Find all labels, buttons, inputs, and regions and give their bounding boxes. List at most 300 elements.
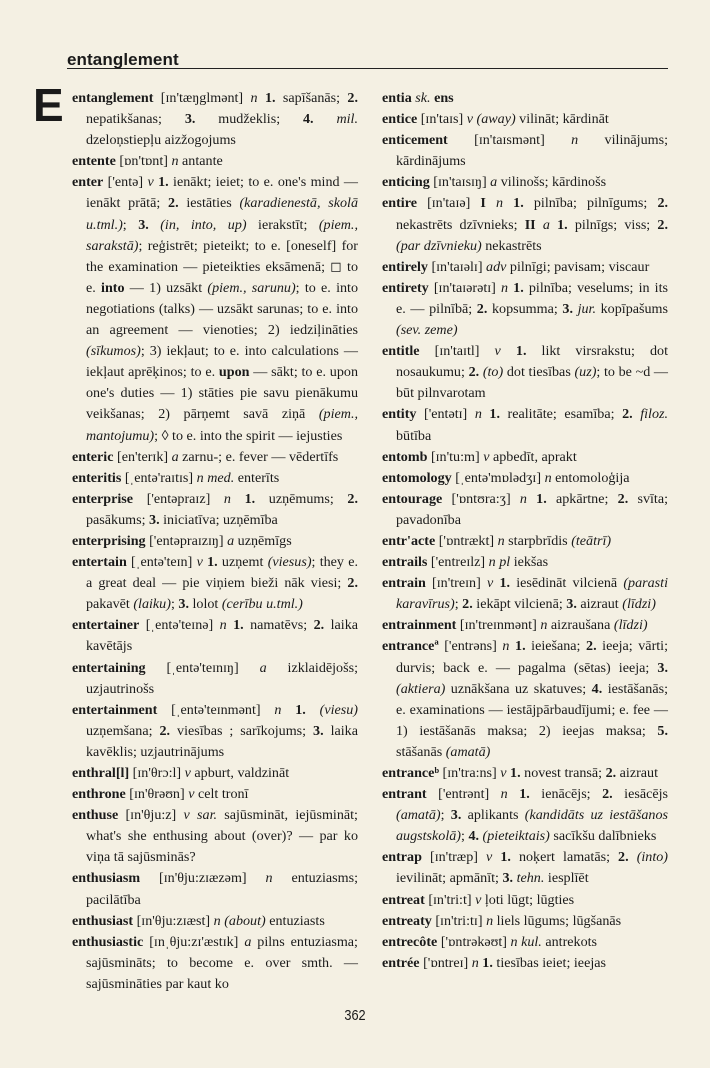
entry-text: [ɪn'tu:m] bbox=[427, 448, 484, 465]
entry-text: entuziasts bbox=[265, 912, 325, 929]
entry-text: ; bbox=[440, 807, 451, 824]
dictionary-entry bbox=[382, 784, 668, 847]
entry-text: ; bbox=[460, 828, 469, 845]
dictionary-entry bbox=[382, 552, 668, 573]
entry-italic-text: n bbox=[223, 490, 231, 507]
entry-text: iekāpt vilcienā; bbox=[472, 596, 567, 613]
entry-italic-text: v bbox=[486, 849, 493, 866]
dictionary-entry bbox=[382, 573, 668, 615]
entry-text: stāšanās bbox=[396, 743, 446, 760]
entry-bold-text: enteric bbox=[72, 448, 114, 465]
entry-italic-text: (līdzi) bbox=[613, 617, 648, 634]
entry-text: aizraušana bbox=[547, 617, 614, 634]
entry-text: sapīšanās; bbox=[275, 90, 348, 106]
entry-bold-text: 1. bbox=[506, 765, 521, 781]
entry-italic-text: (uz) bbox=[574, 364, 597, 381]
entry-text: ; to e. into negotiations (talks) — uzsākt sarunas; to e. into an agreement — vienoties; 2) iedziļināties bbox=[86, 279, 359, 339]
entry-italic-text: n bbox=[171, 153, 179, 170]
entry-bold-text: 2. bbox=[168, 195, 179, 212]
entry-bold-text: I bbox=[480, 195, 486, 212]
entry-bold-text: entrap bbox=[382, 849, 422, 866]
entry-text: [ˌentə'teɪn] bbox=[126, 554, 197, 571]
entry-bold-text: 3. bbox=[566, 596, 577, 613]
entry-italic-text: (viesu) bbox=[319, 701, 358, 718]
entry-text: [ɪn'θrəʊn] bbox=[125, 786, 189, 803]
entry-bold-text: 5. bbox=[657, 722, 668, 739]
dictionary-entry bbox=[382, 531, 668, 552]
entry-italic-text: (par dzīvnieku) bbox=[396, 237, 482, 254]
entry-text: apbedīt, aprakt bbox=[489, 448, 577, 465]
entry-italic-text: a bbox=[490, 174, 498, 191]
entry-bold-text: 1. bbox=[202, 554, 218, 571]
entry-text: būtība bbox=[396, 427, 432, 444]
entry-text: aizraut bbox=[576, 596, 623, 613]
dictionary-entry bbox=[72, 172, 358, 446]
right-column bbox=[382, 88, 668, 974]
entry-bold-text: entirely bbox=[382, 258, 428, 275]
entry-italic-text: v bbox=[188, 786, 195, 803]
entry-text: ieeja; vārti; durvis; back e. — pagalma (sētas) ieeja; bbox=[396, 638, 669, 676]
entry-text bbox=[536, 217, 543, 233]
entry-italic-text: (cerību u.tml.) bbox=[221, 596, 303, 613]
entry-italic-text: n bbox=[540, 617, 548, 634]
entry-bold-text: 2. bbox=[462, 596, 473, 613]
entry-bold-text: 2. bbox=[476, 300, 488, 317]
entry-bold-text: 1. bbox=[257, 90, 276, 106]
entry-italic-text: v bbox=[494, 343, 501, 360]
entry-text: tiesības ieiet; ieejas bbox=[492, 954, 606, 971]
entry-bold-text: 1. bbox=[481, 406, 500, 423]
entry-italic-text: n bbox=[250, 90, 258, 106]
entry-text: vilināt; kārdināt bbox=[515, 111, 609, 128]
entry-italic-text: (piem., sarunu) bbox=[207, 279, 296, 296]
entry-bold-text: entrails bbox=[382, 554, 428, 571]
entry-text: enterīts bbox=[234, 469, 280, 486]
dictionary-entry bbox=[382, 932, 668, 953]
entry-text: dzeloņstiepļu aizžogojums bbox=[86, 132, 236, 149]
entry-text: ; they e. a great deal — pie viņiem bieži nāk viesi; bbox=[86, 554, 359, 592]
running-head: entanglement bbox=[67, 50, 179, 69]
entry-italic-text: filoz. bbox=[640, 406, 669, 423]
entry-text: pilnība; pilnīgums; bbox=[523, 195, 658, 212]
dictionary-entry bbox=[382, 847, 668, 889]
dictionary-entry bbox=[382, 636, 668, 763]
entry-text bbox=[629, 849, 637, 865]
entry-text: antrekots bbox=[541, 933, 598, 950]
entry-text: pasākums; bbox=[86, 511, 150, 528]
dictionary-entry bbox=[382, 911, 668, 932]
entry-italic-text: (piem., sarakstā) bbox=[86, 216, 358, 254]
entry-text: [ɪnˌθju:zɪ'æstɪk] bbox=[143, 933, 245, 950]
entry-italic-text: (aktiera) bbox=[396, 680, 446, 697]
entry-text: [ɪn'tri:tɪ] bbox=[431, 912, 487, 929]
entry-text: [ɪn'treɪn] bbox=[425, 575, 487, 592]
entry-italic-text: (amatā) bbox=[396, 807, 441, 824]
entry-bold-text: 1. bbox=[153, 174, 169, 191]
entry-text: ienākt; ieiet; to e. one's mind — ienākt prātā; bbox=[86, 174, 359, 212]
entry-bold-text: ens bbox=[434, 90, 454, 106]
entry-bold-text: entertaining bbox=[72, 659, 146, 676]
entry-bold-text: entranceᵇ bbox=[382, 765, 440, 781]
entry-text: ['entə] bbox=[103, 174, 148, 191]
entry-text bbox=[486, 195, 496, 211]
entry-text: nekastrēts bbox=[481, 237, 542, 254]
entry-bold-text: 3. bbox=[313, 722, 324, 739]
entry-text: zarnu-; e. fever — vēdertīfs bbox=[178, 448, 339, 465]
entry-text: apburt, valdzināt bbox=[190, 765, 290, 781]
entry-text: laika kavēklis; uzjautrinājums bbox=[86, 722, 358, 760]
entry-bold-text: entreat bbox=[382, 891, 425, 908]
entry-text: uzņēmums; bbox=[255, 490, 348, 507]
entry-bold-text: 3. bbox=[562, 300, 573, 317]
entry-bold-text: 2. bbox=[605, 765, 617, 781]
dictionary-entry bbox=[382, 130, 668, 172]
entry-italic-text: a bbox=[171, 448, 179, 465]
dictionary-entry bbox=[72, 88, 358, 151]
entry-italic-text: a bbox=[542, 216, 550, 233]
dictionary-entry bbox=[382, 468, 668, 489]
entry-bold-text: 2. bbox=[347, 90, 358, 106]
entry-italic-text: n pl bbox=[488, 554, 511, 571]
entry-italic-text: (pieteiktais) bbox=[482, 828, 550, 845]
entry-bold-text: 2. bbox=[347, 575, 358, 592]
entry-italic-text: (parasti karavīrus) bbox=[396, 575, 668, 613]
header-rule bbox=[67, 68, 668, 69]
entry-text: ['entrəns] bbox=[438, 638, 503, 655]
dictionary-entry bbox=[382, 341, 668, 404]
entry-bold-text: 3. bbox=[450, 807, 462, 824]
dictionary-entry bbox=[382, 763, 668, 784]
entry-text: ; bbox=[122, 216, 139, 233]
entry-text: liels lūgums; lūgšanās bbox=[493, 912, 622, 929]
entry-italic-text: v bbox=[483, 448, 490, 465]
entry-italic-text: (into) bbox=[636, 849, 668, 866]
entry-italic-text: v bbox=[500, 765, 507, 781]
entry-text: [ɒn'tɒnt] bbox=[115, 153, 172, 170]
entry-bold-text: 2. bbox=[347, 490, 358, 507]
entry-text: nekastrēts dzīvnieks; bbox=[396, 216, 525, 233]
entry-text: pilnība; veselums; in its e. — pilnībā; bbox=[396, 279, 668, 317]
entry-text: namatēvs; bbox=[243, 617, 314, 634]
entry-bold-text: entertain bbox=[72, 554, 127, 571]
entry-text: sajūsmināt, iejūsmināt; what's she enthusing about (over)? — par ko viņa tā sajūsminās? bbox=[86, 807, 358, 866]
entry-bold-text: enter bbox=[72, 174, 104, 191]
entry-text: ['entəpraɪzɪŋ] bbox=[145, 532, 228, 549]
entry-text: [ɪn'træp] bbox=[421, 849, 486, 866]
entry-italic-text: mil. bbox=[336, 111, 358, 128]
entry-italic-text: (karadienestā, skolā u.tml.) bbox=[86, 195, 358, 233]
entry-text: likt virsrakstu; dot nosaukumu; bbox=[396, 343, 669, 381]
dictionary-entry bbox=[72, 911, 358, 932]
entry-bold-text: 2. bbox=[602, 786, 613, 803]
dictionary-entry bbox=[382, 890, 668, 911]
entry-text: ['entəpraɪz] bbox=[133, 490, 224, 507]
dictionary-entry bbox=[382, 172, 668, 193]
entry-italic-text: n bbox=[500, 786, 508, 803]
entry-bold-text: 2. bbox=[618, 849, 629, 866]
dictionary-entry bbox=[72, 489, 358, 531]
dictionary-entry bbox=[382, 193, 668, 256]
entry-text: [ɪn'taɪs] bbox=[417, 111, 467, 128]
entry-bold-text: 3. bbox=[184, 111, 196, 128]
dictionary-entry bbox=[382, 88, 668, 109]
entry-italic-text: (viesus) bbox=[267, 554, 312, 571]
entry-italic-text: (līdzi) bbox=[622, 596, 656, 613]
entry-text: iesplīēt bbox=[544, 870, 589, 887]
entry-text: pilns entuziasma; sajūsmināts; to become e. over smth. — sajūsmināties par kaut ko bbox=[86, 933, 358, 992]
entry-text: ievilināt; apmānīt; bbox=[396, 870, 503, 887]
entry-italic-text: (teātrī) bbox=[571, 532, 612, 549]
entry-bold-text: 3. bbox=[657, 659, 668, 676]
entry-bold-text: 1. bbox=[230, 490, 256, 507]
entry-text bbox=[149, 217, 160, 233]
dictionary-entry bbox=[72, 468, 358, 489]
entry-italic-text: n bbox=[502, 638, 510, 655]
entry-text bbox=[314, 111, 337, 127]
entry-bold-text: 1. bbox=[493, 575, 511, 592]
entry-text: [ɪn'taɪərətɪ] bbox=[428, 279, 501, 296]
dictionary-entry bbox=[72, 531, 358, 552]
entry-bold-text: 2. bbox=[657, 195, 669, 212]
entry-bold-text: entrecôte bbox=[382, 933, 438, 950]
page-number: 362 bbox=[344, 1007, 366, 1024]
entry-text: lolot bbox=[188, 596, 222, 613]
entry-italic-text: a bbox=[259, 659, 267, 676]
entry-bold-text: enterprising bbox=[72, 532, 146, 549]
entry-bold-text: 3. bbox=[502, 870, 514, 887]
entry-text: [ɪn'taɪtl] bbox=[419, 343, 495, 360]
entry-italic-text: (to) bbox=[482, 364, 504, 381]
entry-italic-text: v bbox=[147, 174, 154, 191]
entry-bold-text: enthusiastic bbox=[72, 933, 144, 950]
entry-bold-text: 1. bbox=[492, 849, 511, 866]
entry-text: iekšas bbox=[510, 554, 549, 571]
entry-bold-text: entr'acte bbox=[382, 532, 436, 549]
entry-text: [ɪn'tæŋglmənt] bbox=[153, 90, 251, 106]
entry-text: [ɪn'θrɔ:l] bbox=[129, 765, 185, 781]
entry-text: ['ɒntʊra:ʒ] bbox=[442, 490, 520, 507]
entry-italic-text: n kul. bbox=[510, 933, 542, 950]
entry-text: — sākt; to e. upon one's duties — 1) stāties pie savu pienākumu veikšanas; 2) pārņemt savā ziņā bbox=[86, 364, 358, 423]
entry-bold-text: entanglement bbox=[72, 90, 154, 106]
entry-text: [ˌentə'raɪtɪs] bbox=[121, 469, 197, 486]
entry-text: ; to be ~d — būt pilnvarotam bbox=[396, 364, 668, 402]
entry-text: [ɪn'taɪsmənt] bbox=[447, 132, 572, 149]
entry-text: [ɪn'taɪəlɪ] bbox=[427, 258, 487, 275]
entry-bold-text: entreaty bbox=[382, 912, 432, 929]
entry-text: [ˌentə'teɪnə] bbox=[139, 617, 220, 634]
entry-text: ; 3) iekļaut; to e. into calculations — iekļaut aprēķinos; to e. bbox=[86, 343, 358, 381]
entry-italic-text: v bbox=[475, 891, 482, 908]
entry-text: ienācējs; bbox=[529, 786, 603, 803]
entry-bold-text: 1. bbox=[509, 638, 526, 655]
entry-text: uzņemšana; bbox=[86, 722, 160, 739]
dictionary-entry bbox=[382, 109, 668, 130]
entry-italic-text: a bbox=[227, 532, 235, 549]
entry-text bbox=[306, 702, 320, 718]
entry-text: antante bbox=[178, 153, 223, 170]
entry-italic-text: jur. bbox=[577, 300, 597, 317]
entry-text: [ɪn'θju:zɪæzəm] bbox=[140, 870, 266, 887]
entry-bold-text: II bbox=[524, 216, 536, 233]
entry-bold-text: 2. bbox=[159, 722, 171, 739]
entry-italic-text: a bbox=[244, 933, 252, 950]
entry-bold-text: enterprise bbox=[72, 490, 134, 507]
entry-italic-text: (laiku) bbox=[133, 596, 171, 613]
dictionary-entry bbox=[72, 932, 358, 995]
entry-text: sacīkšu dalībnieks bbox=[549, 828, 657, 845]
entry-text: ieiešana; bbox=[525, 638, 587, 655]
entry-text: ['entətɪ] bbox=[416, 406, 475, 423]
dictionary-entry bbox=[382, 278, 668, 341]
entry-italic-text: v bbox=[184, 765, 191, 781]
entry-text: dot tiesības bbox=[503, 364, 575, 381]
entry-text: uzņemt bbox=[217, 554, 268, 571]
entry-text: ['ɒntrækt] bbox=[435, 532, 498, 549]
entry-bold-text: 1. bbox=[526, 490, 547, 507]
entry-text: ['entreɪlz] bbox=[427, 554, 489, 571]
entry-bold-text: entertainer bbox=[72, 617, 140, 634]
entry-text: [en'terɪk] bbox=[113, 448, 172, 465]
entry-text: ļoti lūgt; lūgties bbox=[481, 891, 575, 908]
entry-text: iestāšanās; e. examinations — iestājpārbaudījumi; e. fee — 1) iestāšanās maksa; 2) ieejas maksa; bbox=[396, 680, 668, 739]
dictionary-entry bbox=[72, 868, 358, 910]
entry-italic-text: v bbox=[486, 575, 494, 592]
entry-bold-text: entrant bbox=[382, 786, 427, 803]
entry-text: kopsumma; bbox=[487, 300, 563, 317]
entry-italic-text: (piem., mantojumu) bbox=[86, 406, 358, 444]
entry-bold-text: enticing bbox=[382, 174, 430, 191]
entry-italic-text: n bbox=[274, 701, 282, 718]
entry-text: ; ◊ to e. into the spirit — iejusties bbox=[154, 427, 343, 444]
entry-italic-text: v (away) bbox=[466, 111, 516, 128]
entry-bold-text: 4. bbox=[468, 828, 480, 845]
entry-bold-text: enthuse bbox=[72, 807, 119, 824]
entry-bold-text: 4. bbox=[591, 680, 603, 697]
dictionary-entry bbox=[382, 489, 668, 531]
entry-bold-text: 1. bbox=[281, 701, 306, 718]
entry-text: vilinošs; kārdinošs bbox=[497, 174, 607, 191]
entry-text: pakavēt bbox=[86, 596, 134, 613]
entry-text: entuziasms; pacilātība bbox=[86, 870, 358, 908]
entry-italic-text: (in, into, up) bbox=[160, 216, 247, 233]
entry-italic-text: n bbox=[265, 870, 273, 887]
entry-text: [ɪn'θju:zɪæst] bbox=[133, 912, 214, 929]
entry-bold-text: entente bbox=[72, 153, 116, 170]
entry-text: [ɪn'tra:ns] bbox=[439, 765, 501, 781]
entry-bold-text: enthrone bbox=[72, 786, 126, 803]
entry-text: ; reģistrēt; pieteikt; to e. [oneself] for the examination — pieteikties eksāmenā; ◻ to e. bbox=[86, 237, 358, 296]
entry-bold-text: entrainment bbox=[382, 617, 457, 634]
entry-bold-text: entire bbox=[382, 195, 417, 212]
entry-bold-text: 1. bbox=[226, 617, 244, 634]
entry-text: pilnīgs; viss; bbox=[567, 216, 658, 233]
entry-text: [ˌentə'teɪnmənt] bbox=[157, 701, 275, 718]
entry-bold-text: upon bbox=[218, 364, 250, 381]
entry-bold-text: 3. bbox=[178, 596, 189, 613]
entry-bold-text: 1. bbox=[500, 343, 527, 360]
entry-text: uzņēmīgs bbox=[234, 532, 292, 549]
entry-text: ; bbox=[454, 596, 463, 613]
entry-italic-text: n bbox=[519, 490, 527, 507]
entry-text: [ɪn'θju:z] bbox=[118, 807, 184, 824]
entry-bold-text: 1. bbox=[508, 279, 524, 296]
entry-bold-text: 2. bbox=[313, 617, 325, 634]
entry-text: aplikants bbox=[461, 807, 525, 824]
entry-bold-text: entity bbox=[382, 406, 417, 423]
entry-italic-text: n (about) bbox=[213, 912, 266, 929]
entry-text: iniciatīva; uzņēmība bbox=[159, 511, 278, 528]
entry-italic-text: (sev. zeme) bbox=[396, 322, 458, 339]
entry-italic-text: (amatā) bbox=[445, 743, 491, 760]
entry-bold-text: enticement bbox=[382, 132, 448, 149]
dictionary-entry bbox=[382, 953, 668, 974]
entry-italic-text: (kandidāts uz iestāšanos augstskolā) bbox=[396, 807, 668, 845]
entry-text: [ɪn'tri:t] bbox=[424, 891, 476, 908]
entry-bold-text: entrée bbox=[382, 954, 420, 971]
entry-italic-text: n bbox=[474, 406, 482, 423]
entry-text: uznākšana uz skatuves; bbox=[445, 680, 592, 697]
entry-bold-text: 2. bbox=[657, 216, 668, 233]
entry-italic-text: n bbox=[486, 912, 494, 929]
entry-bold-text: 1. bbox=[503, 195, 524, 212]
entry-text: viesības ; sarīkojums; bbox=[170, 722, 314, 739]
entry-text: noķert lamatās; bbox=[510, 849, 619, 866]
entry-text: laika kavētājs bbox=[86, 617, 359, 655]
entry-bold-text: 3. bbox=[149, 511, 160, 528]
dictionary-entry bbox=[382, 404, 668, 446]
entry-text: ['ɒntrəkəʊt] bbox=[437, 933, 511, 950]
entry-italic-text: n bbox=[497, 532, 505, 549]
entry-text: ; bbox=[170, 596, 179, 613]
entry-text: [ˌentə'teɪnɪŋ] bbox=[145, 659, 260, 676]
entry-text: pilnīgi; pavisam; viscaur bbox=[506, 258, 650, 275]
entry-bold-text: entourage bbox=[382, 490, 443, 507]
entry-text: nepatikšanas; bbox=[86, 111, 185, 128]
entry-text: [ɪn'treɪnmənt] bbox=[456, 617, 541, 634]
entry-italic-text: v sar. bbox=[183, 807, 218, 824]
entry-bold-text: 1. bbox=[478, 954, 493, 971]
entry-bold-text: 4. bbox=[303, 111, 314, 128]
entry-bold-text: enthusiast bbox=[72, 912, 134, 929]
entry-text: iesēdināt vilcienā bbox=[510, 575, 624, 592]
entry-text: iesācējs bbox=[612, 786, 668, 803]
entry-italic-text: sk. bbox=[415, 90, 431, 106]
entry-text: celt tronī bbox=[194, 786, 249, 803]
dictionary-entry bbox=[72, 700, 358, 763]
entry-text: starpbrīdis bbox=[504, 532, 572, 549]
dictionary-entry bbox=[72, 763, 358, 784]
entry-bold-text: entrain bbox=[382, 575, 426, 592]
section-letter: E bbox=[33, 79, 64, 131]
dictionary-entry bbox=[72, 151, 358, 172]
entry-bold-text: entomology bbox=[382, 469, 452, 486]
entry-italic-text: n bbox=[500, 279, 509, 296]
entry-text: apkārtne; bbox=[546, 490, 618, 507]
entry-bold-text: 1. bbox=[507, 786, 530, 803]
dictionary-entry bbox=[382, 447, 668, 468]
entry-text: iestāties bbox=[178, 195, 240, 212]
entry-bold-text: 2. bbox=[468, 364, 480, 381]
entry-text: vilinājums; kārdinājums bbox=[396, 132, 668, 170]
entry-text: izklaidējošs; uzjautrinošs bbox=[86, 659, 358, 697]
dictionary-entry bbox=[382, 615, 668, 636]
entry-bold-text: 2. bbox=[586, 638, 597, 655]
entry-bold-text: entice bbox=[382, 111, 418, 128]
dictionary-entry bbox=[72, 658, 358, 700]
left-column bbox=[72, 88, 358, 995]
dictionary-entry bbox=[382, 257, 668, 278]
